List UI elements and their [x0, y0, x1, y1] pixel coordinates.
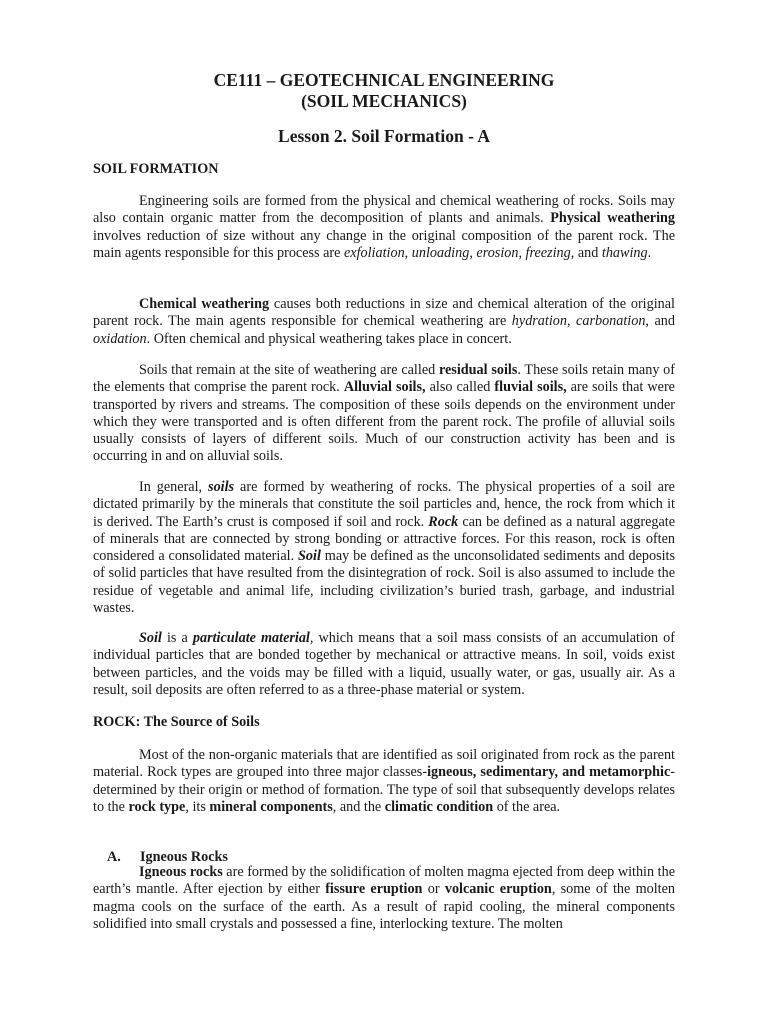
course-title	[0, 70, 768, 112]
paragraph-6: Most of the non-organic materials that are identified as soil originated from rock as the parent material. Rock types are grouped into three major classes-igneous, sedimentary, and metamorphic-determined by their origin or method of formation. The type of soil that subsequently develops relates to the rock type, its mineral components, and the climatic condition of the area.	[93, 747, 675, 815]
paragraph-1: Engineering soils are formed from the physical and chemical weathering of rocks. Soils may also contain organic matter from the decomposition of plants and animals. Physical weathering involves reduction of size without any change in the original composition of the parent rock. The main agents responsible for this process are exfoliation, unloading, erosion, freezing, and thawing.	[93, 193, 676, 261]
paragraph-5: Soil is a particulate material, which means that a soil mass consists of an accumulation of individual particles that are bonded together by mechanical or attractive means. In soil, voids exist between particles, and the voids may be filled with a liquid, usually water, or gas, usually air. As a result, soil deposits are often referred to as a three-phase material or system.	[93, 630, 676, 698]
paragraph-7: Igneous rocks are formed by the solidification of molten magma ejected from deep within the earth’s mantle. After ejection by either fissure eruption or volcanic eruption, some of the molten magma cools on the surface of the earth. As a result of rapid cooling, the mineral components solidified into small crystals and possessed a fine, interlocking texture. The molten	[93, 864, 675, 932]
section-heading-soil-formation: SOIL FORMATION	[93, 161, 219, 177]
paragraph-3: Soils that remain at the site of weathering are called residual soils. These soils retain many of the elements that comprise the parent rock. Alluvial soils, also called fluvial soils, are soils that were transported by rivers and streams. The composition of these soils depends on the environment under which they were transported and is often different from the parent rock. The profile of alluvial soils usually consists of layers of different soils. Much of our construction activity has been and is occurring in and on alluvial soils.	[93, 362, 675, 465]
course-title-line2: (SOIL MECHANICS)	[301, 91, 467, 111]
subsection-letter: A.	[107, 849, 121, 865]
course-title-line1: CE111 – GEOTECHNICAL ENGINEERING	[213, 70, 555, 90]
subsection-title: Igneous Rocks	[140, 849, 228, 865]
paragraph-4: In general, soils are formed by weathering of rocks. The physical properties of a soil are dictated primarily by the minerals that constitute the soil particles and, hence, the rock from which it is derived. The Earth’s crust is composed if soil and rock. Rock can be defined as a natural aggregate of minerals that are connected by strong bonding or attractive forces. For this reason, rock is often considered a consolidated material. Soil may be defined as the unconsolidated sediments and deposits of solid particles that have resulted from the disintegration of rock. Soil is also assumed to include the residue of vegetable and animal life, including civilization’s buried trash, garbage, and industrial wastes.	[93, 479, 676, 617]
paragraph-2: Chemical weathering causes both reductions in size and chemical alteration of the original parent rock. The main agents responsible for chemical weathering are hydration, carbonation, and oxidation. Often chemical and physical weathering takes place in concert.	[93, 296, 675, 347]
lesson-title: Lesson 2. Soil Formation - A	[278, 126, 490, 146]
section-heading-rock: ROCK: The Source of Soils	[93, 714, 260, 730]
